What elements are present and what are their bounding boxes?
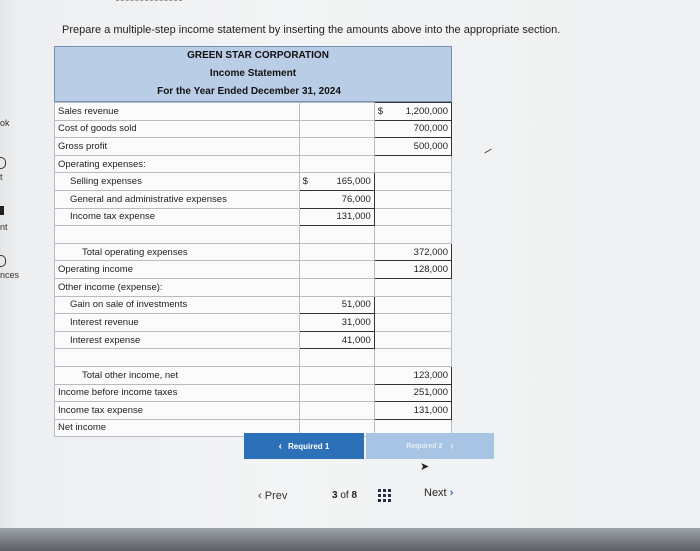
required-tabs (244, 433, 496, 459)
row-label: Operating income (58, 264, 133, 276)
next-button[interactable] (424, 487, 453, 499)
page-total: 8 (351, 490, 358, 501)
amount-input-col1[interactable] (299, 173, 374, 191)
table-row (55, 155, 452, 173)
row-label: Interest revenue (70, 316, 139, 328)
amount-value: 128,000 (413, 264, 448, 276)
row-label: Total other income, net (82, 369, 179, 381)
row-label: Income tax expense (70, 211, 156, 223)
amount-value: 41,000 (341, 334, 371, 346)
amount-input-col2[interactable] (374, 349, 451, 367)
amount-value: 1,200,000 (405, 105, 448, 117)
table-row (55, 120, 452, 138)
row-label-cell[interactable] (55, 243, 300, 261)
table-row (55, 243, 452, 261)
amount-input-col1[interactable] (299, 155, 374, 173)
mouse-cursor-icon: ➤ (420, 461, 430, 473)
decorative-mark (484, 149, 495, 161)
table-row (55, 138, 452, 156)
row-label-cell[interactable] (55, 120, 300, 138)
amount-input-col1[interactable] (299, 296, 374, 314)
row-label: Operating expenses: (58, 158, 146, 170)
row-label-cell[interactable] (55, 226, 300, 244)
amount-input-col1[interactable] (299, 208, 374, 226)
page-sep: of (340, 490, 349, 501)
amount-value: 251,000 (413, 387, 448, 399)
dollar-sign: $ (377, 105, 384, 117)
row-label: Other income (expense): (58, 281, 163, 293)
divider (116, 0, 182, 3)
amount-value: 372,000 (413, 246, 448, 258)
sidebar-fragment-text: nces (0, 270, 20, 280)
pagination (258, 487, 518, 509)
row-label: Sales revenue (58, 105, 119, 117)
chevron-left-icon: ‹ (258, 490, 262, 502)
required-1-label: Required 1 (288, 441, 330, 451)
amount-input-col1[interactable] (299, 190, 374, 208)
amount-input-col1[interactable] (299, 384, 374, 402)
circle-icon (0, 255, 6, 267)
amount-input-col2[interactable] (374, 226, 451, 244)
amount-input-col1[interactable] (299, 103, 374, 121)
amount-input-col2[interactable] (374, 261, 451, 279)
amount-input-col1[interactable] (299, 366, 374, 384)
table-row (55, 296, 452, 314)
amount-input-col1[interactable] (299, 331, 374, 349)
amount-value: 500,000 (413, 140, 448, 152)
table-row (55, 331, 452, 349)
chevron-right-icon: › (449, 487, 454, 499)
row-label: Cost of goods sold (58, 123, 137, 135)
amount-value: 131,000 (413, 404, 448, 416)
row-label: Gain on sale of investments (70, 299, 188, 311)
row-label-cell[interactable] (55, 173, 300, 191)
amount-input-col2[interactable] (374, 138, 451, 156)
statement-title: Income Statement (209, 68, 297, 79)
amount-input-col1[interactable] (299, 314, 374, 332)
instructions-text: Prepare a multiple-step income statement by inserting the amounts above into the appropriate section. (62, 24, 561, 36)
amount-input-col2[interactable] (374, 278, 451, 296)
bottom-bezel (0, 528, 700, 551)
table-row (55, 278, 452, 296)
dollar-sign: $ (302, 176, 308, 188)
table-row (55, 349, 452, 367)
row-label-cell[interactable] (55, 402, 300, 420)
row-label: Gross profit (58, 140, 108, 152)
row-label-cell[interactable] (55, 278, 300, 296)
amount-value: 31,000 (341, 316, 371, 328)
table-row (55, 103, 452, 121)
amount-input-col2[interactable] (374, 173, 451, 191)
table-row (55, 173, 452, 191)
amount-input-col2[interactable] (374, 314, 451, 332)
row-label-cell[interactable] (55, 208, 300, 226)
income-statement (54, 46, 452, 437)
page-indicator (332, 490, 357, 501)
amount-input-col2[interactable] (374, 402, 451, 420)
table-row (55, 226, 452, 244)
required-1-button[interactable] (244, 433, 364, 459)
amount-input-col1[interactable] (299, 278, 374, 296)
table-row (55, 384, 452, 402)
amount-value: 123,000 (413, 369, 448, 381)
left-sidebar-fragment (0, 0, 22, 530)
amount-input-col2[interactable] (374, 155, 451, 173)
amount-value: 51,000 (341, 299, 371, 311)
row-label-cell[interactable] (55, 349, 300, 367)
row-label-cell[interactable] (55, 261, 300, 279)
amount-input-col2[interactable] (374, 208, 451, 226)
amount-input-col1[interactable] (299, 261, 374, 279)
marker-icon (0, 206, 4, 215)
row-label-cell[interactable] (55, 103, 300, 121)
amount-input-col1[interactable] (299, 120, 374, 138)
row-label: General and administrative expenses (70, 193, 227, 205)
amount-input-col1[interactable] (299, 226, 374, 244)
row-label-cell[interactable] (55, 138, 300, 156)
chevron-left-icon: ‹ (278, 440, 282, 452)
row-label-cell[interactable] (55, 366, 300, 384)
amount-input-col2[interactable] (374, 103, 451, 121)
amount-input-col2[interactable] (374, 331, 451, 349)
amount-input-col1[interactable] (299, 349, 374, 367)
required-2-button[interactable] (366, 433, 494, 459)
row-label: Selling expenses (70, 176, 142, 188)
circle-icon (0, 157, 6, 169)
amount-input-col2[interactable] (374, 296, 451, 314)
table-row (55, 402, 452, 420)
row-label: Total operating expenses (82, 246, 188, 258)
row-label: Income tax expense (58, 404, 144, 416)
row-label-cell[interactable] (55, 384, 300, 402)
amount-value: 131,000 (336, 211, 371, 223)
amount-input-col2[interactable] (374, 120, 451, 138)
sidebar-fragment-text: ok (0, 118, 10, 128)
amount-input-col1[interactable] (299, 243, 374, 261)
amount-input-col2[interactable] (374, 190, 451, 208)
table-row (55, 314, 452, 332)
page-current: 3 (332, 490, 338, 501)
amount-input-col1[interactable] (299, 138, 374, 156)
row-label-cell[interactable] (55, 314, 300, 332)
statement-table (54, 102, 452, 437)
statement-period: For the Year Ended December 31, 2024 (157, 86, 341, 97)
amount-value: 165,000 (336, 176, 371, 188)
table-row (55, 190, 452, 208)
row-label: Income before income taxes (58, 387, 178, 399)
row-label-cell[interactable] (55, 296, 300, 314)
table-row (55, 208, 452, 226)
amount-input-col2[interactable] (374, 243, 451, 261)
sidebar-fragment-text: nt (0, 222, 8, 232)
amount-value: 700,000 (413, 123, 448, 135)
required-2-label: Required 2 (406, 442, 443, 450)
amount-input-col2[interactable] (374, 384, 451, 402)
prev-button[interactable] (258, 490, 287, 502)
row-label: Net income (58, 422, 107, 434)
row-label: Interest expense (70, 334, 141, 346)
row-label-cell[interactable] (55, 190, 300, 208)
amount-input-col1[interactable] (299, 402, 374, 420)
table-row (55, 366, 452, 384)
company-name: GREEN STAR CORPORATION (187, 50, 329, 61)
prev-label: Prev (264, 490, 288, 502)
row-label-cell[interactable] (55, 331, 300, 349)
table-row (55, 261, 452, 279)
statement-header (54, 46, 452, 102)
next-label: Next (424, 487, 447, 499)
amount-value: 76,000 (341, 193, 371, 205)
chevron-right-icon: › (450, 440, 454, 452)
row-label-cell[interactable] (55, 155, 300, 173)
grid-icon[interactable] (378, 489, 392, 503)
amount-input-col2[interactable] (374, 366, 451, 384)
sidebar-fragment-text: t (0, 172, 3, 182)
